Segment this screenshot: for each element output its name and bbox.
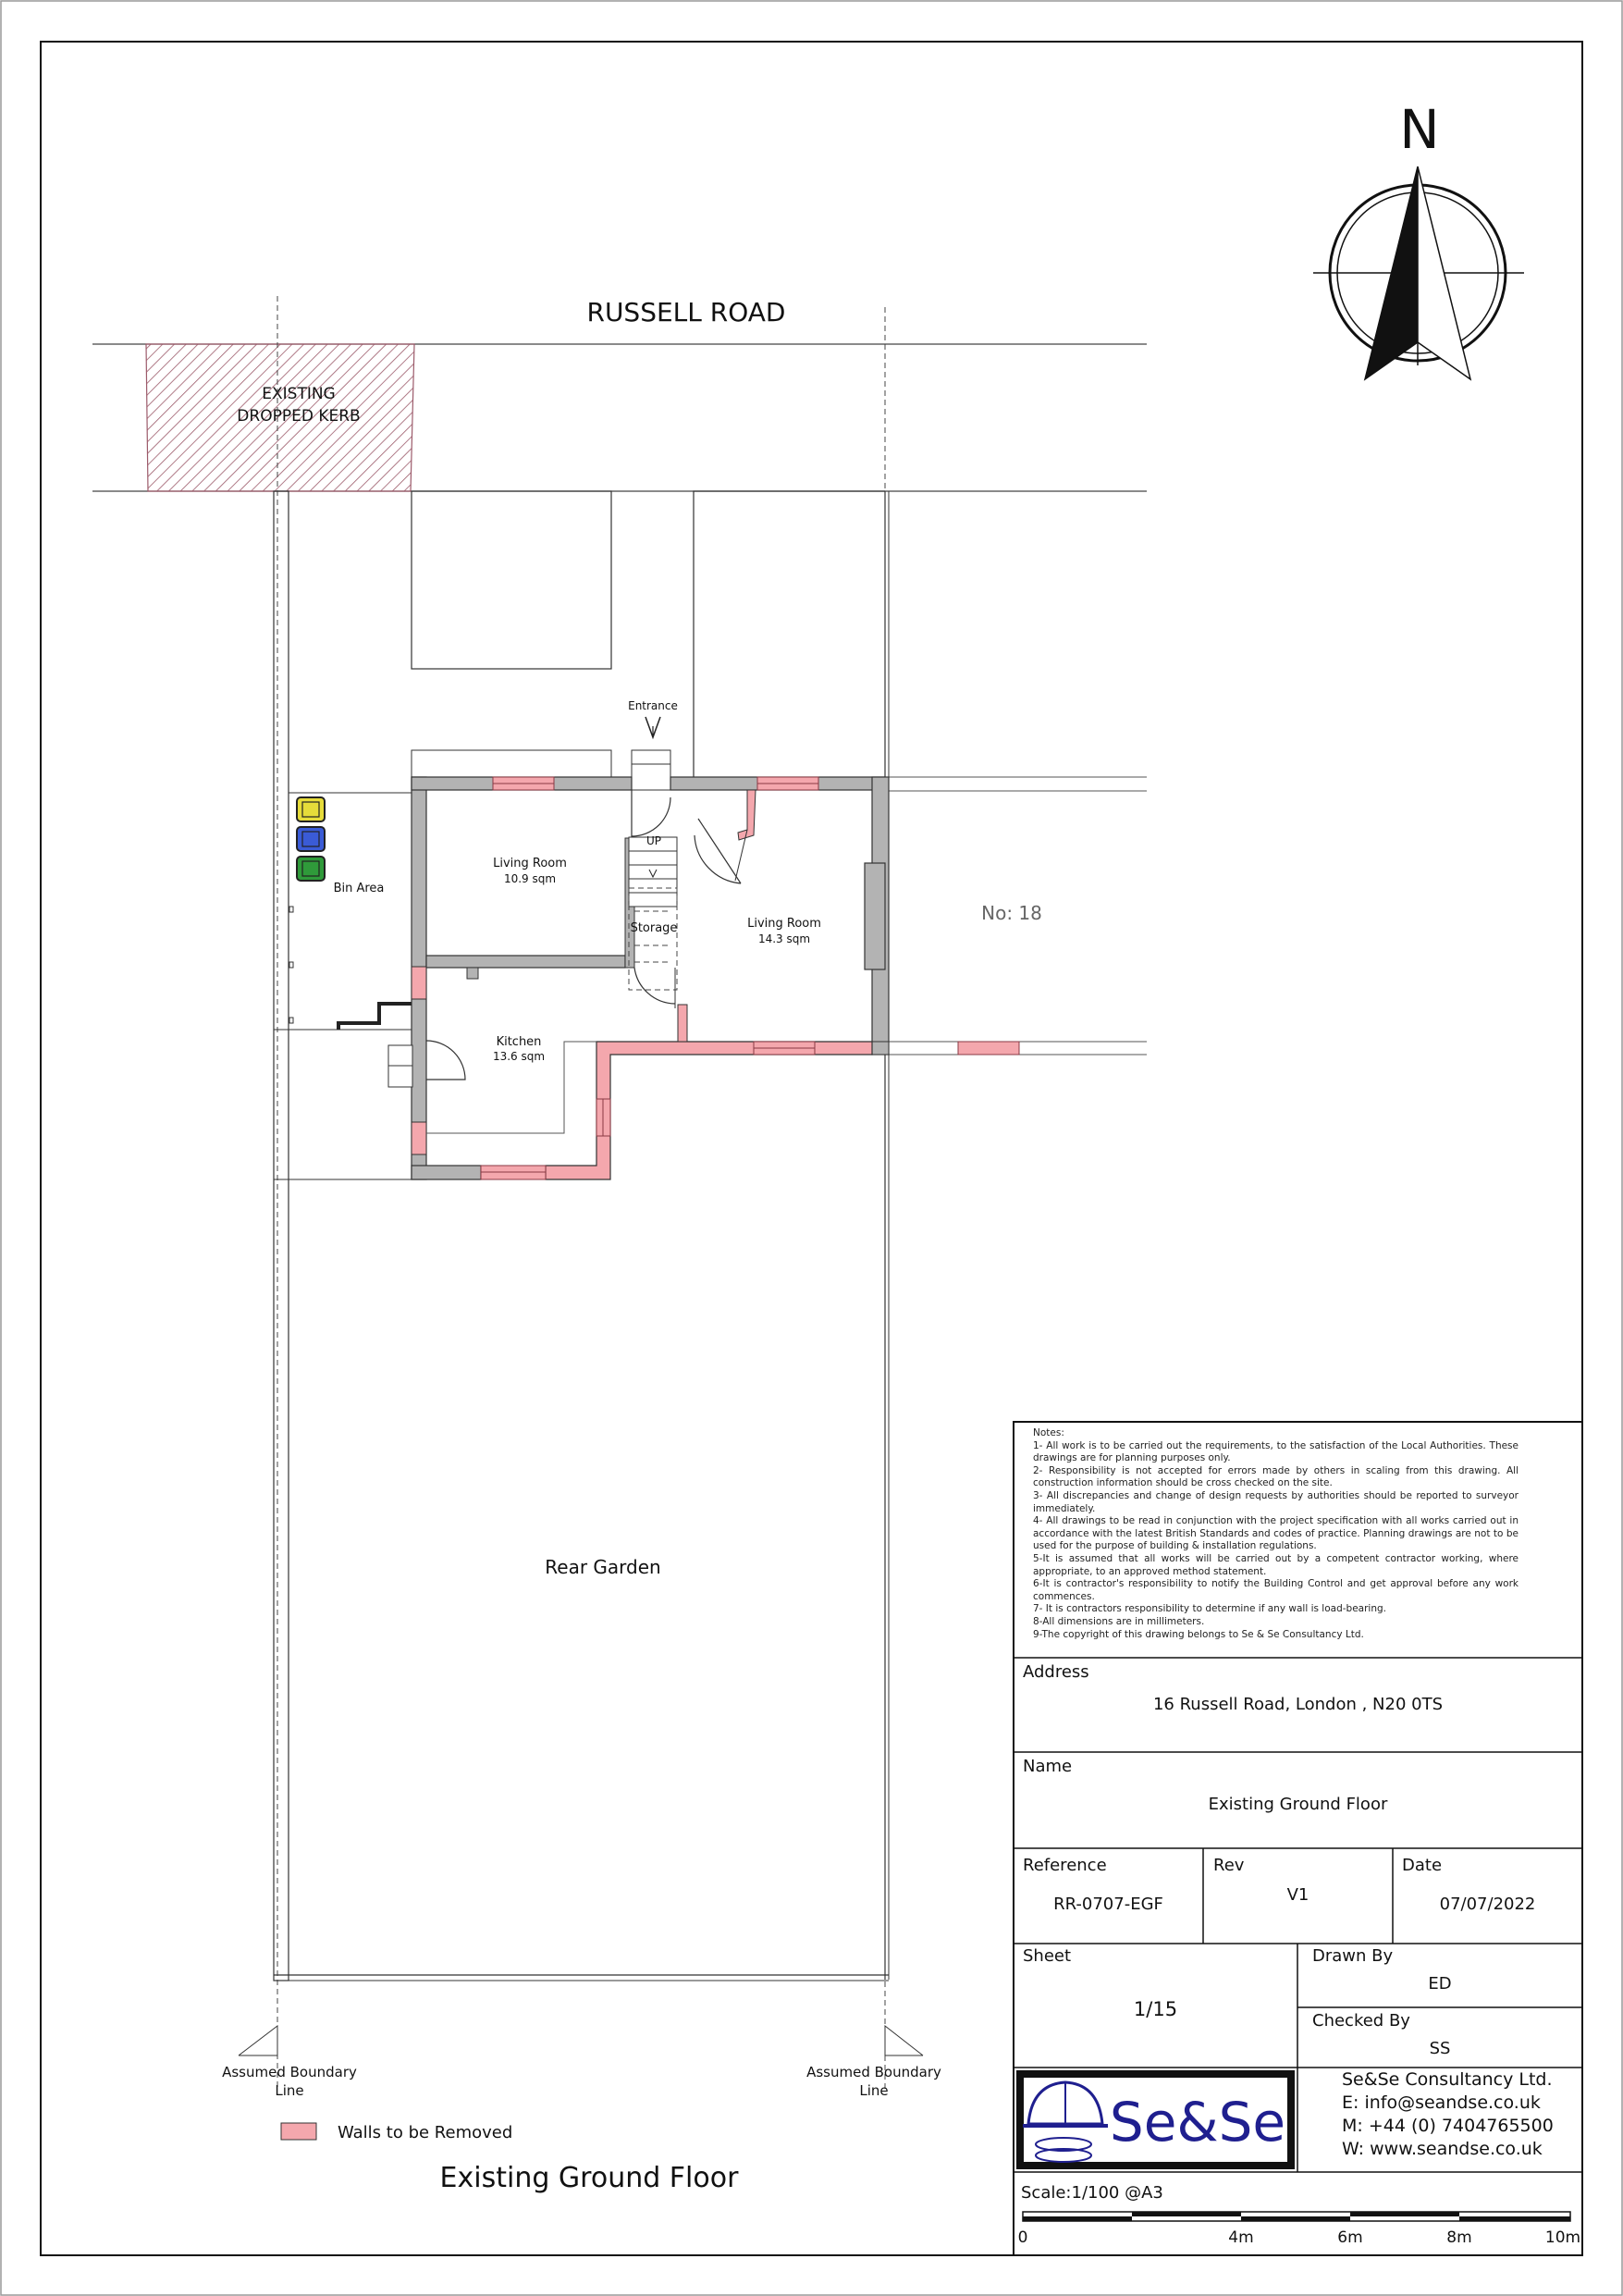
notes-heading: Notes: (1033, 1427, 1064, 1438)
room-living-2-name: Living Room (747, 917, 821, 931)
kerb-label-line2: DROPPED KERB (237, 407, 361, 426)
driveway-outline (694, 491, 885, 777)
side-steps (338, 1004, 412, 1030)
name-value: Existing Ground Floor (1208, 1795, 1388, 1814)
reference-label: Reference (1023, 1856, 1107, 1875)
company-name: Se&Se Consultancy Ltd. (1342, 2069, 1553, 2090)
scale-bar-segment (1241, 2216, 1350, 2221)
note-item: 4- All drawings to be read in conjunction with the project specification with all works carried out in accordance with the latest British Standards and codes of practice. Planning drawings are not to be used for the purpose of building & installation regulations. (1033, 1515, 1518, 1552)
company-website: W: www.seandse.co.uk (1342, 2139, 1543, 2159)
room-kitchen-area: 13.6 sqm (492, 1050, 546, 1063)
legend-swatch (281, 2123, 316, 2140)
north-label: N (1399, 98, 1440, 161)
rev-label: Rev (1213, 1856, 1245, 1875)
note-item: 1- All work is to be carried out the requirements, to the satisfaction of the Local Authorities. These drawings are for planning purposes only. (1033, 1439, 1518, 1464)
boundary-left-label-line2: Line (275, 2082, 304, 2099)
drawn-by-value: ED (1428, 1974, 1452, 1994)
drawing-title: Existing Ground Floor (439, 2162, 739, 2194)
scale-tick-label: 6m (1337, 2228, 1363, 2247)
name-label: Name (1023, 1757, 1073, 1776)
scale-label: Scale:1/100 @A3 (1021, 2183, 1163, 2203)
date-label: Date (1402, 1856, 1443, 1875)
kerb-label-line1: EXISTING (262, 385, 336, 403)
rear-garden-label: Rear Garden (545, 1556, 661, 1578)
scale-bar-segment (1350, 2212, 1459, 2216)
boundary-left-label-line1: Assumed Boundary (222, 2064, 357, 2080)
chimney-breast (865, 863, 885, 969)
note-item: 3- All discrepancies and change of design requests by authorities should be reported to surveyor immediately. (1033, 1489, 1518, 1514)
scale-tick-label: 10m (1544, 2228, 1581, 2247)
company-details (1342, 2068, 1554, 2161)
scale-bar-segment (1132, 2212, 1241, 2216)
date-value: 07/07/2022 (1439, 1895, 1536, 1914)
boundary-marker-right-icon (885, 2026, 923, 2055)
storage-door-swing (634, 968, 675, 1004)
blue-bin-icon (297, 827, 325, 851)
entrance-label: Entrance (628, 699, 678, 712)
drawn-by-label: Drawn By (1312, 1946, 1394, 1966)
wall-nib (467, 968, 478, 979)
side-marker (289, 1018, 293, 1023)
north-arrow (1313, 98, 1524, 379)
wall-rear-corner (872, 1042, 889, 1055)
wall-living-kitchen (426, 956, 625, 968)
room-kitchen-name: Kitchen (496, 1035, 542, 1049)
legend-label: Walls to be Removed (338, 2123, 513, 2142)
removed-wall-stub (678, 1005, 687, 1042)
boundary-marker-left-icon (239, 2026, 277, 2055)
room-living-2-area: 14.3 sqm (757, 932, 811, 945)
logo-wordmark: Se&Se (1109, 2091, 1286, 2154)
storage-label: Storage (630, 921, 678, 935)
reference-value: RR-0707-EGF (1053, 1895, 1163, 1914)
note-item: 6-It is contractor's responsibility to notify the Building Control and get approval before any work commences. (1033, 1578, 1518, 1602)
removed-wall (412, 967, 426, 999)
sheet-label: Sheet (1023, 1946, 1072, 1966)
bins (297, 797, 325, 881)
checked-by-label: Checked By (1312, 2011, 1410, 2031)
front-planter (412, 491, 611, 669)
scale-tick-label: 4m (1228, 2228, 1254, 2247)
side-marker (289, 907, 293, 912)
street-name: RUSSELL ROAD (586, 297, 786, 327)
scale-bar-segment (1459, 2216, 1570, 2221)
company-email: E: info@seandse.co.uk (1342, 2092, 1541, 2113)
stair-flight (629, 837, 677, 907)
side-door-swing (426, 1041, 465, 1080)
checked-by-value: SS (1429, 2039, 1451, 2058)
scale-tick-label: 8m (1446, 2228, 1472, 2247)
note-item: 8-All dimensions are in millimeters. (1033, 1615, 1205, 1627)
removed-wall (412, 1122, 426, 1154)
front-door-swing (632, 790, 670, 836)
yellow-bin-icon (297, 797, 325, 821)
scale-tick-label: 0 (1017, 2228, 1028, 2247)
neighbour-label: No: 18 (981, 902, 1042, 924)
note-item: 9-The copyright of this drawing belongs to Se & Se Consultancy Ltd. (1033, 1628, 1364, 1640)
hall-door-swing (695, 819, 741, 883)
side-marker (289, 962, 293, 968)
note-item: 2- Responsibility is not accepted for errors made by others in scaling from this drawing. All construction information should be cross checked on the site. (1033, 1464, 1518, 1489)
left-boundary-wall (274, 491, 289, 1981)
front-bay (412, 750, 611, 778)
boundary-right-label-line1: Assumed Boundary (806, 2064, 941, 2080)
stair-up-label: UP (646, 834, 662, 847)
rev-value: V1 (1286, 1885, 1309, 1905)
address-value: 16 Russell Road, London , N20 0TS (1152, 1695, 1443, 1714)
note-item: 5-It is assumed that all works will be carried out by a competent contractor working, where appropriate, to an approved method statement. (1033, 1552, 1518, 1577)
wall-rear-kitchen (412, 1166, 481, 1179)
sheet-value: 1/15 (1133, 1998, 1178, 2020)
scale-bar-segment (1023, 2216, 1132, 2221)
front-step (632, 750, 670, 790)
house-plan (388, 699, 889, 1179)
bin-area-label: Bin Area (333, 882, 385, 895)
boundary-right-label-line2: Line (859, 2082, 889, 2099)
green-bin-icon (297, 857, 325, 881)
room-living-1-area: 10.9 sqm (503, 872, 557, 885)
address-label: Address (1023, 1662, 1089, 1682)
company-phone: M: +44 (0) 7404765500 (1342, 2116, 1554, 2136)
note-item: 7- It is contractors responsibility to determine if any wall is load-bearing. (1033, 1603, 1386, 1615)
room-living-1-name: Living Room (493, 857, 567, 870)
neighbour-window (958, 1042, 1019, 1055)
notes-block (1033, 1427, 1518, 1641)
removed-wall-rear (546, 1042, 872, 1179)
